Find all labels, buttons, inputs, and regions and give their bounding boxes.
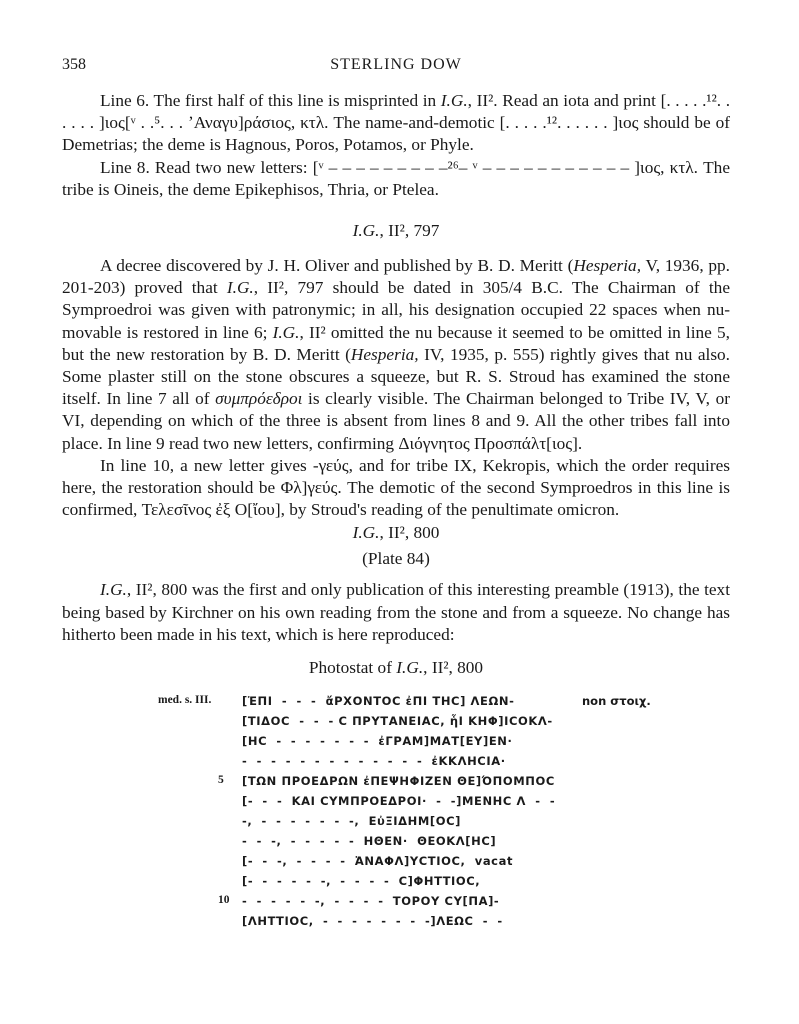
inscription-line: [ΗϹ - - - - - - - ἐΓΡΑΜ]ΜΑΤ[ΕΥ]ΕΝ· [242, 734, 513, 749]
inscription-line: [ἘΠΙ - - - ἄΡΧΟΝΤΟϹ ἐΠΙ ΤΗϹ] ΛΕΩΝ- [242, 694, 515, 709]
photostat-caption: Photostat of I.G., II², 800 [308, 658, 484, 678]
section-heading-797: I.G., II², 797 [352, 221, 440, 241]
inscription-line: - - -, - - - - - ΗΘΕΝ· ΘΕΟΚΛ[ΗϹ] [242, 834, 497, 849]
stoichedon-label: non στοιχ. [582, 694, 651, 709]
paragraph-797-decree: A decree discovered by J. H. Oliver and published by B. D. Meritt (Hesperia, V, 1936, pp. 201-203) proved that I.G., II², 797 should be dated in 305/4 B.C. The Chairman of the Symproedroi was given with patronymic; in all, his designation occupied 22 spaces when nu-movable is restored in line 6; I.G., II² omitted the nu because it seemed to be omitted in line 5, but the new restoration by B. D. Meritt (Hesperia, IV, 1935, p. 555) rightly gives that nu also. Some plaster still on the stone obscures a squeeze, but R. S. Stroud has examined the stone itself. In line 7 all of συμπρόεδροι is clearly visible. The Chairman belonged to Tribe IV, V, or VI, depending on which of the three is absent from lines 8 and 9. All the other tribes fall into place. In line 9 read two new letters, confirming Διόγνητος Προσπάλτ[ιος]. [62, 256, 731, 453]
paragraph-line8: Line 8. Read two new letters: [ᵛ – – – – – – – – –²⁶– ᵛ – – – – – – – – – – – ]ιος, κτλ. The tribe is Oineis, the deme Epikephisos, Thria, or Ptelea. [62, 157, 730, 199]
inscription-line: [ΤΩΝ ΠΡΟΕΔΡΩΝ ἐΠΕΨΗΦΙΖΕΝ ΘΕ]ΌΠΟΜΠΟϹ [242, 774, 555, 789]
line-number-5: 5 [218, 774, 224, 787]
plate-reference: (Plate 84) [362, 549, 430, 569]
inscription-line: -, - - - - - - -, ΕὐΞΙΔΗΜ[ΟϹ] [242, 814, 462, 829]
section-heading-800: I.G., II², 800 [352, 523, 440, 543]
paragraph-line6: Line 6. The first half of this line is misprinted in I.G., II². Read an iota and print [. . . . .¹². . . . . . ]ιος[ᵛ . .⁵. . . ʼΑναγυ]ράσιος, κτλ. The name-and-demotic [. . . . .¹². . . . . . ]ιος should be of Demetrias; the deme is Hagnous, Poros, Potamos, or Phyle. [62, 91, 731, 155]
inscription-line: [- - - - - -, - - - - Ϲ]ΦΗΤΤΙΟϹ, [242, 874, 481, 889]
inscription-line: [ΛΗΤΤΙΟϹ, - - - - - - - -]ΛΕΩϹ - - [242, 914, 503, 929]
paragraph-line10: In line 10, a new letter gives -γεύς, and for tribe IX, Kekropis, which the order requires here, the restoration should be Φλ]γεύς. The demotic of the second Symproedros in this line is confirmed, Τελεσῖνος ἐξ Ο[ἴου], by Stroud's reading of the penultimate omicron. [62, 455, 730, 520]
inscription-line: [- - - ΚΑΙ ϹΥΜΠΡΟΕΔΡΟΙ· - -]ΜΕΝΗϹ Λ - - [242, 794, 556, 809]
line-number-10: 10 [218, 894, 230, 907]
inscription-line: - - - - - - - - - - - - - ἐΚΚΛΗϹΙΑ· [242, 754, 506, 769]
inscription-line: [- - -, - - - - ἈΝΑΦΛ]ΥϹΤΙΟϹ, vacat [242, 854, 514, 869]
page-header [62, 52, 730, 82]
inscription-line: - - - - - -, - - - - ΤΟΡΟΥ ϹΥ[ΠΑ]- [242, 894, 500, 909]
paragraph-800-preamble: I.G., II², 800 was the first and only publication of this interesting preamble (1913), the text being based by Kirchner on his own reading from the stone and from a squeeze. No change has hitherto been made in his text, which is here reproduced: [62, 580, 730, 644]
date-label: med. s. III. [158, 694, 212, 707]
inscription-line: [ΤΙΔΟϹ - - - Ϲ ΠΡΥΤΑΝΕΙΑϹ, ἧΙ ΚΗΦ]ΙϹΟΚΛ- [242, 714, 553, 729]
running-head: STERLING DOW [330, 56, 462, 73]
page-number: 358 [62, 56, 86, 73]
inscription-transcript [158, 694, 718, 934]
page [62, 52, 730, 934]
